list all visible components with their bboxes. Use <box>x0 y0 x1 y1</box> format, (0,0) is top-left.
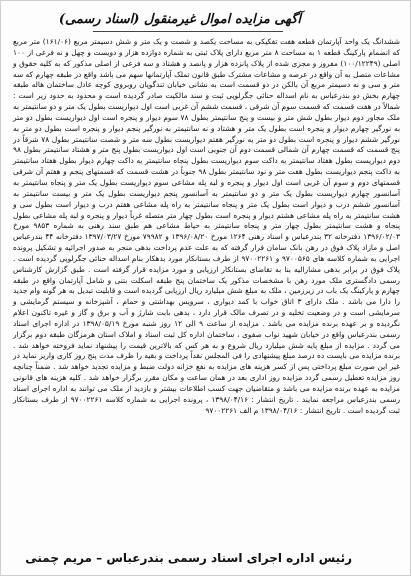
notice-signature: رئیس اداره اجرای اسناد رسمی بندرعباس – مریم چمنی <box>25 551 352 565</box>
title-divider <box>93 31 283 32</box>
notice-title: آگهی مزایده اموال غیرمنقول (اسناد رسمی) <box>58 12 301 27</box>
notice-body: ششدانگ یک واحد آپارتمان قطعه هفت تفکیکی به مساحت یکصد و شصت و یک متر و شش دسیمتر مربع (۱۶۱/۰۶) متر مربع که انضمام پارکینگ قطعه ۱ به مساحت ۸ متر مربع دارای پلاک ثبتی به شماره دوازده هزار و دویست و چهل و نه فرعی از ۱۰۰ اصلی (۱۰۰/۱۲۲۴۹) مفروز و مجزی شده از پلاک پانزده هزار و پانصد و هشتاد و سه فرعی از اصلی مذکور که به کلیه حقوق و مشاعات متصل به آن واقع در عرصه و مشاعات مشترک طبق قانون تملک آپارتمانها سهم می باشد واقع در طبقه چهارم که سه متر و سی و نه دسیمتر مربع آن بالکن در دو قسمت است به نشانی خیابان تندگویان روبروی کوچه عادل ساختمان هاله طبقه چهارم بخش دو بندرعباس به نام اسداله حنائی جگرلویی ثبت و سند مالکیت صادر گردیده است و محدود به حدود زیر است : شمالاً در هفت قسمت که قسمت سوم آن شرقی ، قسمت ششم آن غربی است اول دیواریست بطول یک متر و دو سانتیمتر به ملک مجاور دوم دیوار بطول شش متر و بیست و پنج سانتیمتر بطول ۷۸ سوم دیوار و پنجره است اول دیواریست بطول دو متر به نورگیر چهارم دیوار و پنجره است بطول یک متر و هشتاد و نه سانتیمتر به نورگیر پنجم دیوار و پنجره است بطول دو متر به نورگیر ششم دیوار و پنجره است بطول دو متر به نورگیر هفتم دیواریست بطول سه متر و شصت سانتیمتر بطول ۷۸ شرقاً در پنج قسمت که قسمت چهارم آن شمالی قسمت دوم آن جنوبی است اول دیواریست بطول پنج متر و هشتاد سانتیمتر بطول ۹۸ دوم دیواریست بطول هفتاد سانتیمتر به داکت سوم دیواریست بطول پنجاه سانتیمتر به داکت چهارم دیوار بطول هفتاد سانتیمتر به داکت پنجم دیواریست بطول هفت متر و نود سانتیمتر بطول ۹۸ جنوباً در هشت قسمت که قسمتهای پنجم و هفتم آن شرقی قسمتهای دوم و سوم آن غربی است اول دیوار و پنجره و لبه پله مشاعی سوم دیواریست بطول یک متر و پنجاه سانتیمتر به آسانسور چهارم دیواریست بطول یک متر و دو سانتیمتر به آسانسور پنجم دیواریست بطول یک متر و بیست سانتیمتر به آسانسور ششم درب و دیوار است بطول یک متر و پنجاه سانتیمتر به راه پله مشاعی هفتم درب و دیوار است بطول سی و هشت سانتیمتر به راه پله مشاعی هشتم دیوار و پنجره است بطول چهار متر متصله غرباً دیوار و پنجره و لبه پله مشاعی بطول پنجاه و هشت سانتیمتر بطول چهار متر و پنجاه سانتیمتر به حیاط مشاعی هم طبق سند رهنی به شماره ۹۸۵۳ مورخ ۱۳۹۶/۰۲/۰۳ دفترخانه ۳۲ بندرعباس و اسناد رهنی ۱۲۶۴ مورخ ۱۳۹۶/۰۸/۲۰ و ۷۹۹۸۲ مورخ ۱۳۹۷/۰۳/۲۷ دفترخانه ۴۴ بندرعباس اصل و مازاد پلاک فوق در رهن بانک سامان قرار گرفته که به علت عدم پرداخت بدهی منجر به صدور اجرائیه و تشکیل پرونده اجرایی به شماره کلاسه های ۹۷۰۰۵۶۵ و ۹۷۰۰۲۲۶۱ از طرف بستانکار مورد بدهکار بنام اسداله حنائی جگرلویی گردیده است . پلاک فوق در برابر بدهی مشارالیه بنا به تقاضای بستانکار ارزیابی و مورد مزایده قرار گرفته است . طبق گزارش کارشناس رسمی دادگستری ملک مورد رهن با مشخصات مذکور یک ساختمان پنج طبقه اسکلت بتنی و شامل آپارتمان واقع در طبقه چهارم و پارکینگ یک باب در زیرزمین ، ملک به مبلغ شش میلیارد ریال ارزیابی گردیده است و قابلیت تبدیل به هر گونه وام جدید را دارا می باشد . ملک دارای ۳ اتاق خواب با کمد دیواری ، سرویس بهداشتی و حمام ، آشپزخانه و سیستم گرمایشی و سرمایشی است و در وضعیت تخلیه و در تصرف مالک قرار دارد ، بدهی بابت شارژ و آب و برق و گاز و غیره تاکنون اعلام نگردیده و بر عهده برنده مزایده می باشد . مزایده از ساعت ۹ الی ۱۲ روز شنبه مورخ ۱۳۹۸/۰۵/۱۹ در اداره اجرای اسناد رسمی بندرعباس واقع در خیابان شهید نواب صفوی ، ساختمان اداره کل ثبت اسناد و املاک استان هرمزگان طبقه دوم برگزار می گردد . مزایده از مبلغ پایه شش میلیارد ریال شروع و به هر کس که بالاترین قیمت را پیشنهاد نماید فروخته خواهد شد . برنده مزایده می بایست ده درصد مبلغ پیشنهادی را فی المجلس نقداً پرداخت و بقیه را ظرف مدت پنج روز کاری واریز نماید در غیر این صورت مبلغ پرداختی پس از کسر هزینه های مزایده به نفع خزانه دولت ضبط و مزایده تجدید خواهد شد . ضمناً چنانچه روز مزایده تعطیل رسمی گردد مزایده روز اداری بعد در همان ساعت و مکان مقرر برگزار خواهد شد . کلیه هزینه های قانونی مزایده به عهده برنده مزایده می باشد و متقاضیان جهت کسب اطلاعات بیشتر و بازدید از ملک می توانند به اداره اجرای اسناد رسمی بندرعباس مراجعه نمایند . تاریخ انتشار : ۱۳۹۸/۰۴/۱۶ ، پرونده اجرایی به شماره کلاسه ۹۷۰۰۲۲۶۱ از طرف بستانکار ثبت گردیده است . تاریخ انتشار : ۱۳۹۸/۰۴/۱۶ م الف ۹۷۰۰۲۲۶۱ <box>13 37 401 415</box>
